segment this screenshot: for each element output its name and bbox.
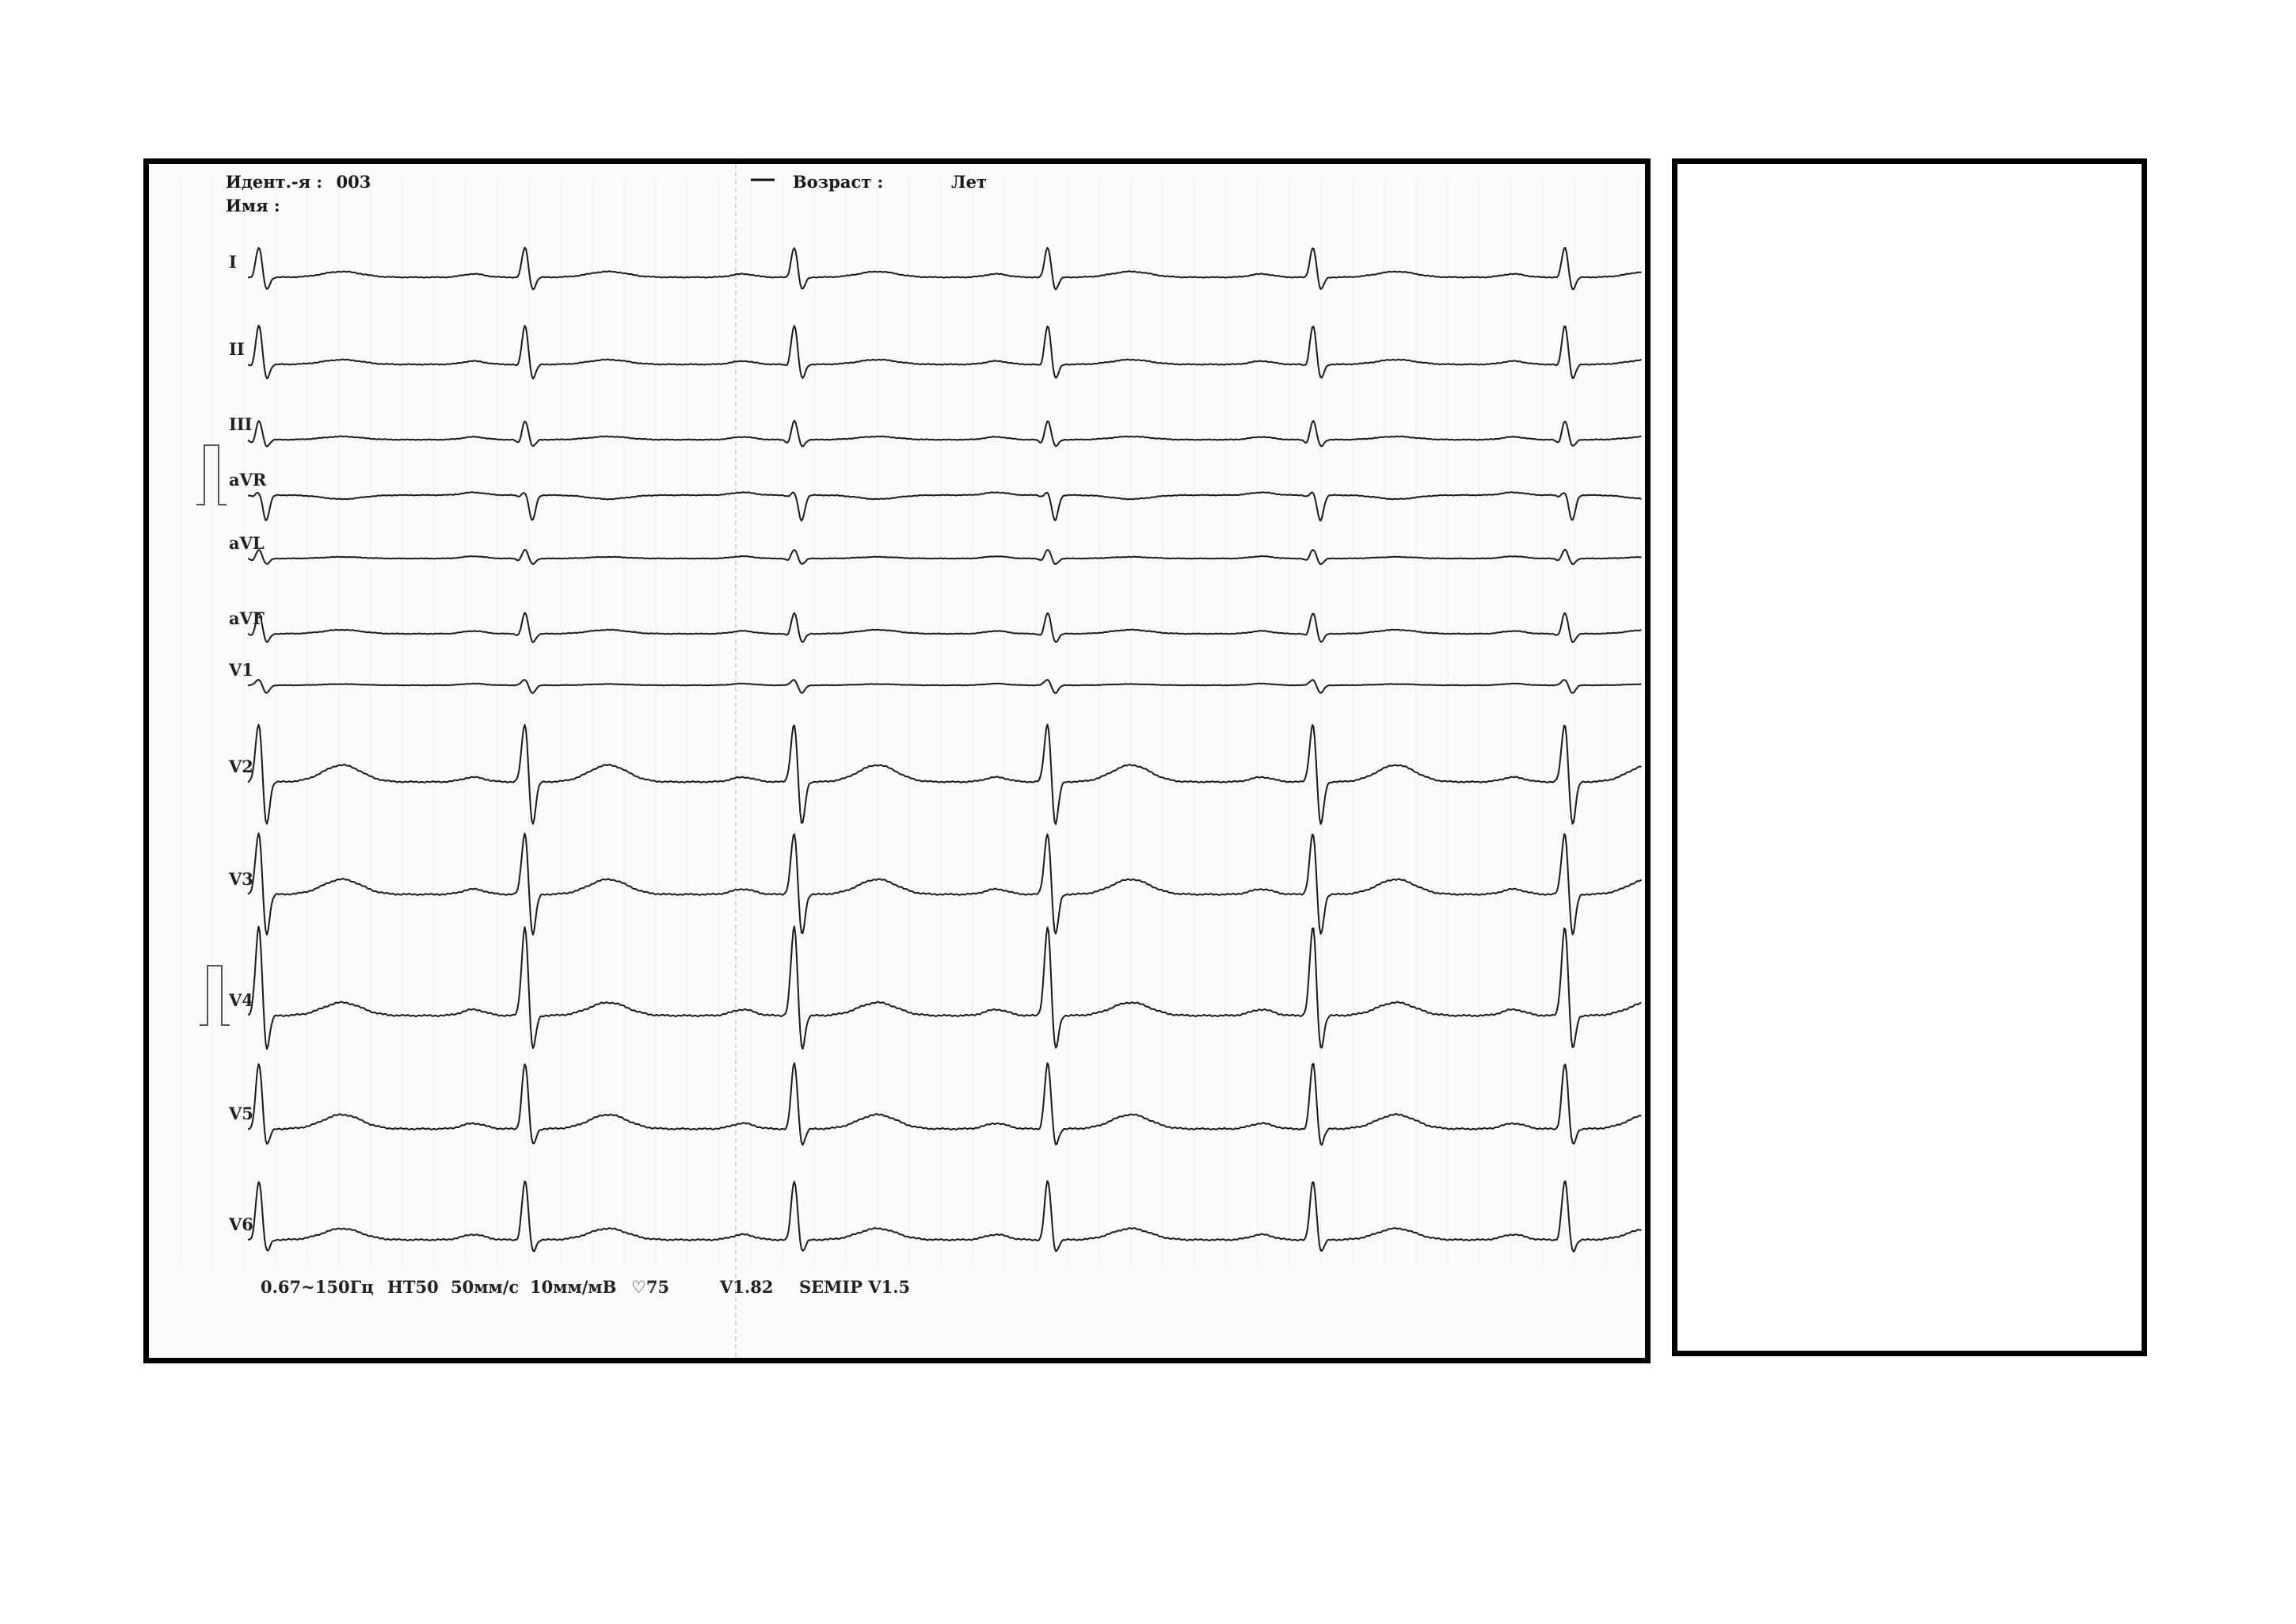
lead-label-v6: V6 <box>229 1214 253 1234</box>
lead-label-avr: aVR <box>229 470 267 490</box>
calibration-pulse-limb <box>196 445 227 505</box>
gain-setting: 10мм/мВ <box>530 1277 617 1297</box>
lead-label-ii: II <box>229 339 245 359</box>
ecg-trace-avl <box>248 550 1642 564</box>
lead-label-i: I <box>229 252 237 272</box>
ecg-trace-v2 <box>248 725 1642 825</box>
ident-row <box>226 172 371 192</box>
age-label: Возраст : <box>793 172 884 192</box>
ecg-chart <box>149 164 1645 1358</box>
lead-label-v3: V3 <box>229 869 253 889</box>
software-version: SEMIP V1.5 <box>799 1277 911 1297</box>
ident-label: Идент.-я : <box>226 172 323 192</box>
lead-label-v4: V4 <box>229 990 253 1010</box>
ecg-trace-v4 <box>248 926 1642 1049</box>
heart-rate-value: ♡75 <box>631 1277 670 1297</box>
ecg-trace-v1 <box>248 680 1642 693</box>
lead-label-v5: V5 <box>229 1104 253 1123</box>
ecg-trace-iii <box>248 421 1642 447</box>
age-unit: Лет <box>951 172 987 192</box>
notes-panel <box>1672 158 2147 1356</box>
ecg-trace-avr <box>248 492 1642 520</box>
lead-label-v1: V1 <box>229 660 253 680</box>
ecg-trace-v5 <box>248 1063 1642 1145</box>
ecg-trace-avf <box>248 613 1642 642</box>
device-version: V1.82 <box>720 1277 774 1297</box>
lead-label-iii: III <box>229 414 253 434</box>
name-label: Имя : <box>226 196 280 215</box>
paper-speed-setting: 50мм/с <box>451 1277 520 1297</box>
ident-value: 003 <box>336 172 371 192</box>
ecg-leads <box>196 248 1642 1252</box>
lead-label-avf: aVF <box>229 608 265 628</box>
ecg-trace-v3 <box>248 833 1642 935</box>
filter-setting: 0.67~150Гц <box>261 1277 374 1297</box>
lead-label-v2: V2 <box>229 757 253 776</box>
ecg-trace-v6 <box>248 1181 1642 1252</box>
calibration-pulse-chest <box>200 966 230 1025</box>
ecg-printout <box>143 158 1651 1363</box>
hum-filter-setting: НТ50 <box>387 1277 439 1297</box>
lead-label-avl: aVL <box>229 533 265 553</box>
ecg-trace-i <box>248 248 1642 290</box>
ecg-trace-ii <box>248 326 1642 379</box>
ecg-grid <box>181 180 1638 1265</box>
